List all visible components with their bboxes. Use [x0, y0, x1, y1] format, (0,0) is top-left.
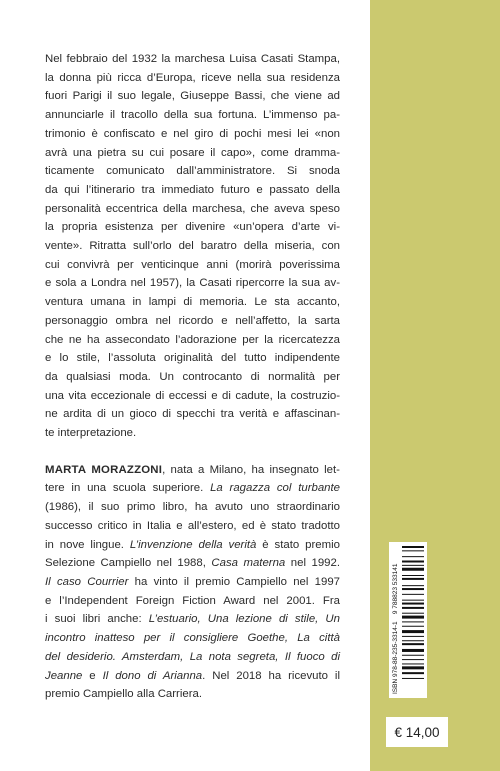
barcode-bar — [402, 561, 424, 563]
barcode-bar — [402, 575, 424, 576]
bio-text: . Nel 2018 ha ricevuto il — [202, 669, 340, 682]
bio-line — [45, 685, 340, 704]
book-title: L’estuario, Una lezione di stile, Un — [148, 613, 340, 626]
synopsis-line: ne ardita di un gioco di specchi tra verità e affascinan- — [45, 408, 340, 421]
barcode-bar — [402, 643, 424, 645]
bio-line — [45, 517, 340, 536]
barcode-bars — [402, 546, 424, 694]
synopsis-line: ventura umana in lampi di memoria. Le sta accanto, — [45, 296, 340, 309]
book-title: Il dono di Arianna — [102, 669, 203, 682]
bio-line — [45, 461, 340, 480]
bio-text: e — [82, 669, 103, 682]
barcode-bar — [402, 556, 424, 557]
bio-text: e l’Independent Foreign Fiction Award nel 2001. Fra — [45, 594, 340, 607]
barcode-bar — [402, 640, 424, 641]
book-title: Il caso Courrier — [45, 575, 129, 588]
bio-text: i suoi libri anche: — [45, 613, 149, 626]
bio-line — [45, 629, 340, 648]
bio-text: tere in una scuola superiore. — [45, 482, 211, 495]
isbn-number: ISBN 978-88-235-3314-1 — [392, 621, 399, 694]
barcode-bar — [402, 663, 424, 664]
barcode-bar — [402, 672, 424, 674]
synopsis-line: che ne ha assecondato l’adorazione per la ricercatezza — [45, 333, 340, 346]
bio-line — [45, 648, 340, 667]
bio-text: nel 1992. — [285, 557, 340, 570]
bio-line — [45, 573, 340, 592]
synopsis-line: annunciarle il tracollo della sua fortuna. L’immenso pa- — [45, 109, 340, 122]
bio-text: Selezione Campiello nel 1988, — [45, 557, 212, 570]
bio-text: in nove lingue. — [45, 538, 130, 551]
synopsis-line: la donna più ricca d’Europa, riceve nella sua residenza — [45, 71, 340, 84]
author-name: MARTA MORAZZONI — [45, 463, 163, 476]
barcode-bar — [402, 666, 424, 669]
synopsis-line: una vita eccezionale di eccessi e di cadute, la costruzio- — [45, 389, 340, 402]
bio-line — [45, 554, 340, 573]
synopsis-line: avrà una pietra su cui posare il capo», come dramma- — [45, 146, 340, 159]
barcode-bar — [402, 655, 424, 656]
bio-line — [45, 479, 340, 498]
bio-line — [45, 610, 340, 629]
barcode-bar — [402, 659, 424, 660]
barcode-bar — [402, 588, 424, 590]
author-bio-paragraph — [45, 461, 340, 704]
book-title: Casa materna — [211, 557, 286, 570]
synopsis-line: da qualsiasi moda. Un controcanto di normalità per — [45, 370, 340, 383]
barcode-bar — [402, 630, 424, 633]
synopsis-line: Nel febbraio del 1932 la marchesa Luisa Casati Stampa, — [45, 53, 340, 65]
bio-line — [45, 498, 340, 517]
synopsis-line: e sola a Londra nel 1957), la Casati ripercorre la sua av- — [45, 277, 340, 290]
barcode-bar — [402, 613, 424, 614]
price-value: € 14,00 — [394, 724, 440, 740]
barcode-bar — [402, 550, 424, 551]
book-title: incontro inatteso per il consigliere Goethe, La città — [45, 632, 340, 645]
barcode-bar — [402, 600, 424, 601]
barcode-bar — [402, 607, 424, 609]
synopsis-line: trimonio è confiscato e nel giro di pochi mesi lei «non — [45, 127, 340, 140]
bio-text: successo critico in Italia e all’estero, ed è stato tradotto — [45, 519, 340, 532]
barcode-bar — [402, 626, 424, 627]
barcode-bar — [402, 678, 424, 679]
barcode-digits: 9 788823 533141 — [392, 563, 399, 615]
price-tag — [385, 716, 449, 748]
synopsis-line: da qui l’itinerario tra immediato futuro e passato della — [45, 183, 340, 196]
barcode-bar — [402, 603, 424, 605]
bio-line — [45, 592, 340, 611]
bio-line — [45, 536, 340, 555]
barcode-bar — [402, 649, 424, 652]
isbn-label — [391, 546, 401, 694]
bio-text: è stato premio — [256, 538, 340, 551]
synopsis-line: cui convivrà per venticinque anni (morirà poverissima — [45, 258, 340, 271]
book-title: Jeanne — [45, 669, 83, 682]
barcode-bar — [402, 565, 424, 566]
synopsis-line: personalità eccentrica della marchesa, che aveva speso — [45, 202, 340, 215]
synopsis-line: ticamente comunicato dall’amministratore. Si snoda — [45, 165, 340, 178]
synopsis-line: personaggio ombra nel ricordo e nell’affetto, la sarta — [45, 314, 340, 327]
bio-text: (1986), il suo primo libro, ha avuto uno straordinario — [45, 501, 340, 514]
synopsis-line: te interpretazione. — [45, 427, 137, 440]
synopsis-line: fuori Parigi il suo legale, Giuseppe Bassi, che viene ad — [45, 90, 340, 103]
barcode-bar — [402, 578, 424, 580]
book-title: La ragazza col turbante — [210, 482, 341, 495]
barcode-bar — [402, 621, 424, 622]
barcode-bar — [402, 616, 424, 619]
synopsis-paragraph — [45, 50, 340, 443]
bio-line — [45, 667, 340, 686]
bio-text: premio Campiello alla Carriera. — [45, 688, 202, 701]
book-title: del desiderio. Amsterdam, La nota segreta, Il fuoco di — [45, 650, 340, 663]
barcode-bar — [402, 594, 424, 595]
barcode-bar — [402, 568, 424, 571]
back-cover-text — [45, 50, 340, 704]
synopsis-line: la propria esistenza per divenire «un’opera d’arte vi- — [45, 221, 340, 234]
synopsis-line: e lo stile, l’assoluta originalità del tutto indipendente — [45, 352, 340, 365]
barcode-bar — [402, 585, 424, 586]
bio-text: ha vinto il premio Campiello nel 1997 — [128, 575, 341, 588]
book-title: L’invenzione della verità — [129, 538, 257, 551]
barcode-bar — [402, 546, 424, 548]
synopsis-line: vente». Ritratta sull’orlo del baratro della miseria, con — [45, 240, 340, 253]
barcode-bar — [402, 636, 424, 637]
bio-text: , nata a Milano, ha insegnato let- — [162, 463, 340, 476]
